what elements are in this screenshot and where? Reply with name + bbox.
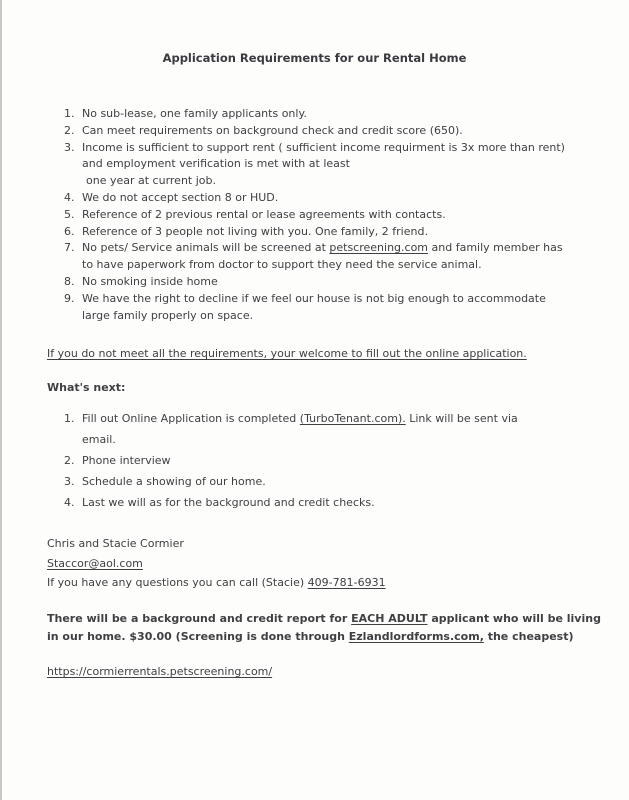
- screening-note: [47, 610, 607, 646]
- item-text: large family properly on space.: [82, 308, 254, 322]
- contact-block: [47, 534, 386, 593]
- item-number: 4.: [64, 496, 75, 509]
- email-link[interactable]: Staccor@aol.com: [47, 556, 143, 570]
- item-number: 8.: [64, 274, 75, 288]
- list-item: [64, 471, 604, 492]
- item-number: 7.: [64, 241, 75, 255]
- item-text: Income is sufficient to support rent ( sufficient income requirment is 3x more than rent): [82, 140, 565, 154]
- item-text: Last we will as for the background and credit checks.: [82, 496, 375, 509]
- page-title: Application Requirements for our Rental Home: [162, 51, 467, 65]
- item-text: one year at current job.: [86, 174, 216, 188]
- list-item: [64, 140, 604, 190]
- requirements-list: [64, 106, 604, 324]
- item-text: We have the right to decline if we feel our house is not big enough to accommodate: [82, 291, 546, 305]
- item-text: to have paperwork from doctor to support they need the service animal.: [82, 258, 482, 272]
- list-item: [64, 106, 604, 123]
- list-item: [64, 224, 604, 241]
- list-item: [64, 274, 604, 291]
- call-text: If you have any questions you can call (Stacie): [47, 576, 308, 589]
- next-steps-list: [64, 408, 604, 513]
- list-item: [64, 492, 604, 513]
- phone-link[interactable]: 409-781-6931: [307, 576, 386, 589]
- item-number: 1.: [64, 107, 75, 120]
- note-text: There will be a background and credit report for: [47, 612, 352, 625]
- item-text: We do not accept section 8 or HUD.: [82, 190, 279, 204]
- contact-names: Chris and Stacie Cormier: [47, 537, 184, 550]
- list-item: [64, 190, 604, 207]
- petscreening-link[interactable]: petscreening.com: [329, 241, 429, 255]
- item-number: 2.: [64, 454, 75, 467]
- item-text: Phone interview: [82, 454, 171, 467]
- list-item: [64, 123, 604, 140]
- item-number: 3.: [64, 140, 75, 154]
- item-number: 1.: [64, 412, 75, 425]
- item-number: 5.: [64, 207, 75, 221]
- list-item: [64, 240, 604, 274]
- item-text: Schedule a showing of our home.: [82, 475, 266, 488]
- item-text: Reference of 3 people not living with you. One family, 2 friend.: [82, 224, 428, 238]
- item-text: Fill out Online Application is completed: [82, 412, 300, 425]
- item-text: Can meet requirements on background check and credit score (650).: [82, 123, 463, 137]
- note-text: applicant who will be living in our home. $30.00 (Screening is done through: [47, 612, 601, 643]
- item-number: 3.: [64, 475, 75, 488]
- list-item: [64, 450, 604, 471]
- list-item: [64, 291, 604, 325]
- item-text: email.: [82, 433, 116, 446]
- item-text: Reference of 2 previous rental or lease agreements with contacts.: [82, 207, 446, 221]
- item-text: and family member has: [428, 241, 563, 255]
- item-text: No smoking inside home: [82, 274, 218, 288]
- item-text: Link will be sent via: [405, 412, 518, 425]
- scan-edge: [0, 0, 2, 800]
- item-text: No sub-lease, one family applicants only.: [82, 107, 307, 120]
- list-item: [64, 207, 604, 224]
- each-adult-text: EACH ADULT: [351, 612, 428, 625]
- note-text: the cheapest): [483, 630, 574, 643]
- item-number: 9.: [64, 291, 75, 305]
- turbotenant-link[interactable]: (TurboTenant.com).: [299, 412, 406, 425]
- requirements-note: If you do not meet all the requirements, your welcome to fill out the online application.: [47, 347, 527, 360]
- item-number: 4.: [64, 190, 75, 204]
- ezlandlordforms-link[interactable]: Ezlandlordforms.com,: [348, 630, 484, 643]
- petscreening-url-link[interactable]: https://cormierrentals.petscreening.com/: [47, 665, 273, 678]
- item-number: 6.: [64, 224, 75, 238]
- item-text: and employment verification is met with at least: [82, 157, 350, 171]
- next-heading: What's next:: [47, 381, 126, 394]
- item-text: No pets/ Service animals will be screened at: [82, 241, 330, 255]
- list-item: [64, 408, 604, 450]
- item-number: 2.: [64, 123, 75, 137]
